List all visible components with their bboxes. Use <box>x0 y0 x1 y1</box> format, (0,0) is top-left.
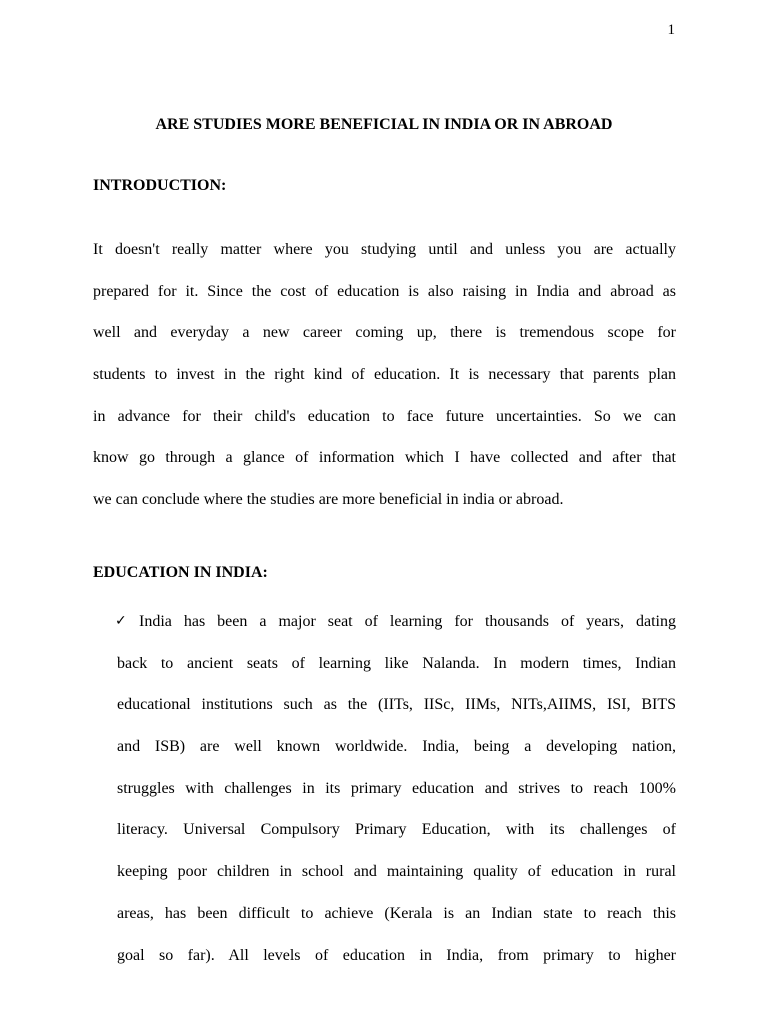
text-line: prepared for it. Since the cost of education is also raising in India and abroad as <box>93 282 676 300</box>
text-line: back to ancient seats of learning like Nalanda. In modern times, Indian <box>117 654 676 672</box>
text-line: areas, has been difficult to achieve (Kerala is an Indian state to reach this <box>117 904 676 922</box>
text-line: well and everyday a new career coming up, there is tremendous scope for <box>93 324 676 342</box>
check-icon: ✓ <box>115 613 127 629</box>
text-line: students to invest in the right kind of education. It is necessary that parents plan <box>93 366 676 384</box>
text-line: and ISB) are well known worldwide. India, being a developing nation, <box>117 738 676 756</box>
text-line: in advance for their child's education to face future uncertainties. So we can <box>93 407 676 425</box>
text-line: we can conclude where the studies are more beneficial in india or abroad. <box>93 491 564 509</box>
introduction-paragraph <box>93 229 676 521</box>
education-in-india-heading: EDUCATION IN INDIA: <box>93 564 268 581</box>
text-line: educational institutions such as the (IITs, IISc, IIMs, NITs,AIIMS, ISI, BITS <box>117 696 676 714</box>
document-title: ARE STUDIES MORE BENEFICIAL IN INDIA OR IN ABROAD <box>155 116 613 133</box>
text-line: literacy. Universal Compulsory Primary Education, with its challenges of <box>117 821 676 839</box>
text-line: struggles with challenges in its primary education and strives to reach 100% <box>117 779 676 797</box>
text-line: keeping poor children in school and maintaining quality of education in rural <box>117 863 676 881</box>
page-number: 1 <box>667 22 675 38</box>
text-line: goal so far). All levels of education in India, from primary to higher <box>117 946 676 964</box>
text-line: know go through a glance of information which I have collected and after that <box>93 449 676 467</box>
text-line: India has been a major seat of learning for thousands of years, dating <box>139 613 676 630</box>
introduction-heading: INTRODUCTION: <box>93 177 227 194</box>
education-in-india-bullet <box>117 601 676 976</box>
text-line: It doesn't really matter where you studying until and unless you are actually <box>93 241 676 258</box>
